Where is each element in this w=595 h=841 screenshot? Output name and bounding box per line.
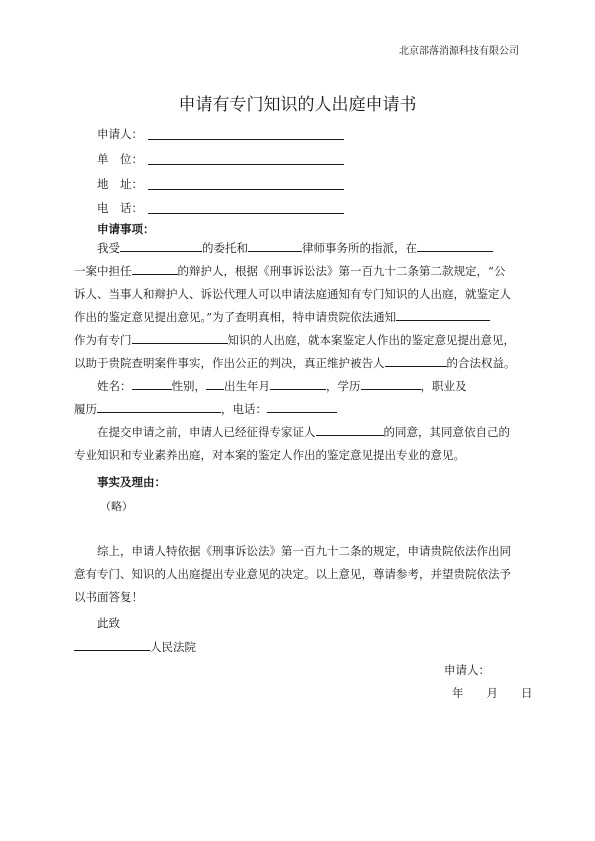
blank-law-firm <box>248 239 302 252</box>
blank-birth-date <box>270 377 326 390</box>
court-line <box>74 638 196 655</box>
blank-court-name <box>74 638 150 651</box>
text: 出生年月 <box>224 379 270 393</box>
blank-expertise <box>132 331 228 344</box>
blank-expert-name <box>396 308 490 321</box>
text: 以助于贵院查明案件事实，作出公正的判决，真正维护被告人 <box>74 356 385 370</box>
section-reasons-heading: 事实及理由： <box>97 475 166 489</box>
paragraph-consent <box>74 421 524 467</box>
text: 诉人、当事人和辩护人、诉讼代理人可以申请法庭通知有专门知识的人出庭，就鉴定人 <box>74 287 511 301</box>
blank-client <box>120 239 202 252</box>
paragraph-conclusion <box>74 540 524 609</box>
text: 作出的鉴定意见提出意见。”为了查明真相，特申请贵院依法通知 <box>74 310 397 324</box>
text: 性别， <box>171 379 206 393</box>
field-address-blank <box>148 189 344 190</box>
field-applicant-blank <box>148 139 344 140</box>
text: 综上，申请人特依据《刑事诉讼法》第一百九十二条的规定，申请贵院依法作出同 <box>97 544 511 558</box>
text: 在提交申请之前，申请人已经征得专家证人 <box>97 425 316 439</box>
field-applicant-label: 申请人： <box>97 127 143 141</box>
field-address-label: 地 址： <box>97 177 143 191</box>
signature-label: 申请人： <box>444 663 490 677</box>
field-unit-blank <box>148 164 344 165</box>
text: 姓名： <box>97 379 132 393</box>
omitted-note: （略） <box>100 500 133 513</box>
document-title: 申请有专门知识的人出庭申请书 <box>178 95 417 115</box>
text: 律师事务所的指派，在 <box>302 241 417 255</box>
blank-phone <box>267 400 337 413</box>
text: 专业知识和专业素养出庭，对本案的鉴定人作出的鉴定意见提出专业的意见。 <box>74 448 465 462</box>
text: 的辩护人，根据《刑事诉讼法》第一百九十二条第二款规定，“公 <box>177 264 506 278</box>
text: 以书面答复！ <box>74 590 143 604</box>
field-unit-label: 单 位： <box>97 152 143 166</box>
text: 的同意，其同意依自己的 <box>383 425 510 439</box>
court-suffix: 人民法院 <box>150 640 196 654</box>
text: 履历 <box>74 402 97 416</box>
salutation: 此致 <box>97 616 120 630</box>
paragraph-expert-info <box>74 375 524 421</box>
text: 知识的人出庭，就本案鉴定人作出的鉴定意见提出意见， <box>227 333 515 347</box>
paragraph-request <box>74 237 524 375</box>
section-matters-heading: 申请事项： <box>97 222 155 236</box>
text: 意有专门、知识的人出庭提出专业意见的决定。以上意见，尊请参考，并望贵院依法予 <box>74 567 511 581</box>
text: ，职业及 <box>420 379 467 393</box>
text: 的委托和 <box>202 241 248 255</box>
blank-name <box>132 377 172 390</box>
blank-resume <box>97 400 221 413</box>
text: 作为有专门 <box>74 333 132 347</box>
blank-defendant-name <box>385 354 447 367</box>
blank-court <box>417 239 493 252</box>
text: ，电话： <box>221 402 267 416</box>
field-phone-label: 电 话： <box>97 201 143 215</box>
blank-expert-witness <box>316 423 384 436</box>
field-phone-blank <box>148 213 344 214</box>
blank-gender <box>206 377 224 390</box>
date-labels: 年 月 日 <box>452 686 533 700</box>
text: 一案中担任 <box>74 264 132 278</box>
blank-education <box>361 377 421 390</box>
company-name: 北京部落消源科技有限公司 <box>399 46 519 57</box>
text: 的合法权益。 <box>446 356 516 370</box>
text: ，学历 <box>326 379 361 393</box>
blank-defendant <box>132 262 178 275</box>
text: 我受 <box>97 241 120 255</box>
